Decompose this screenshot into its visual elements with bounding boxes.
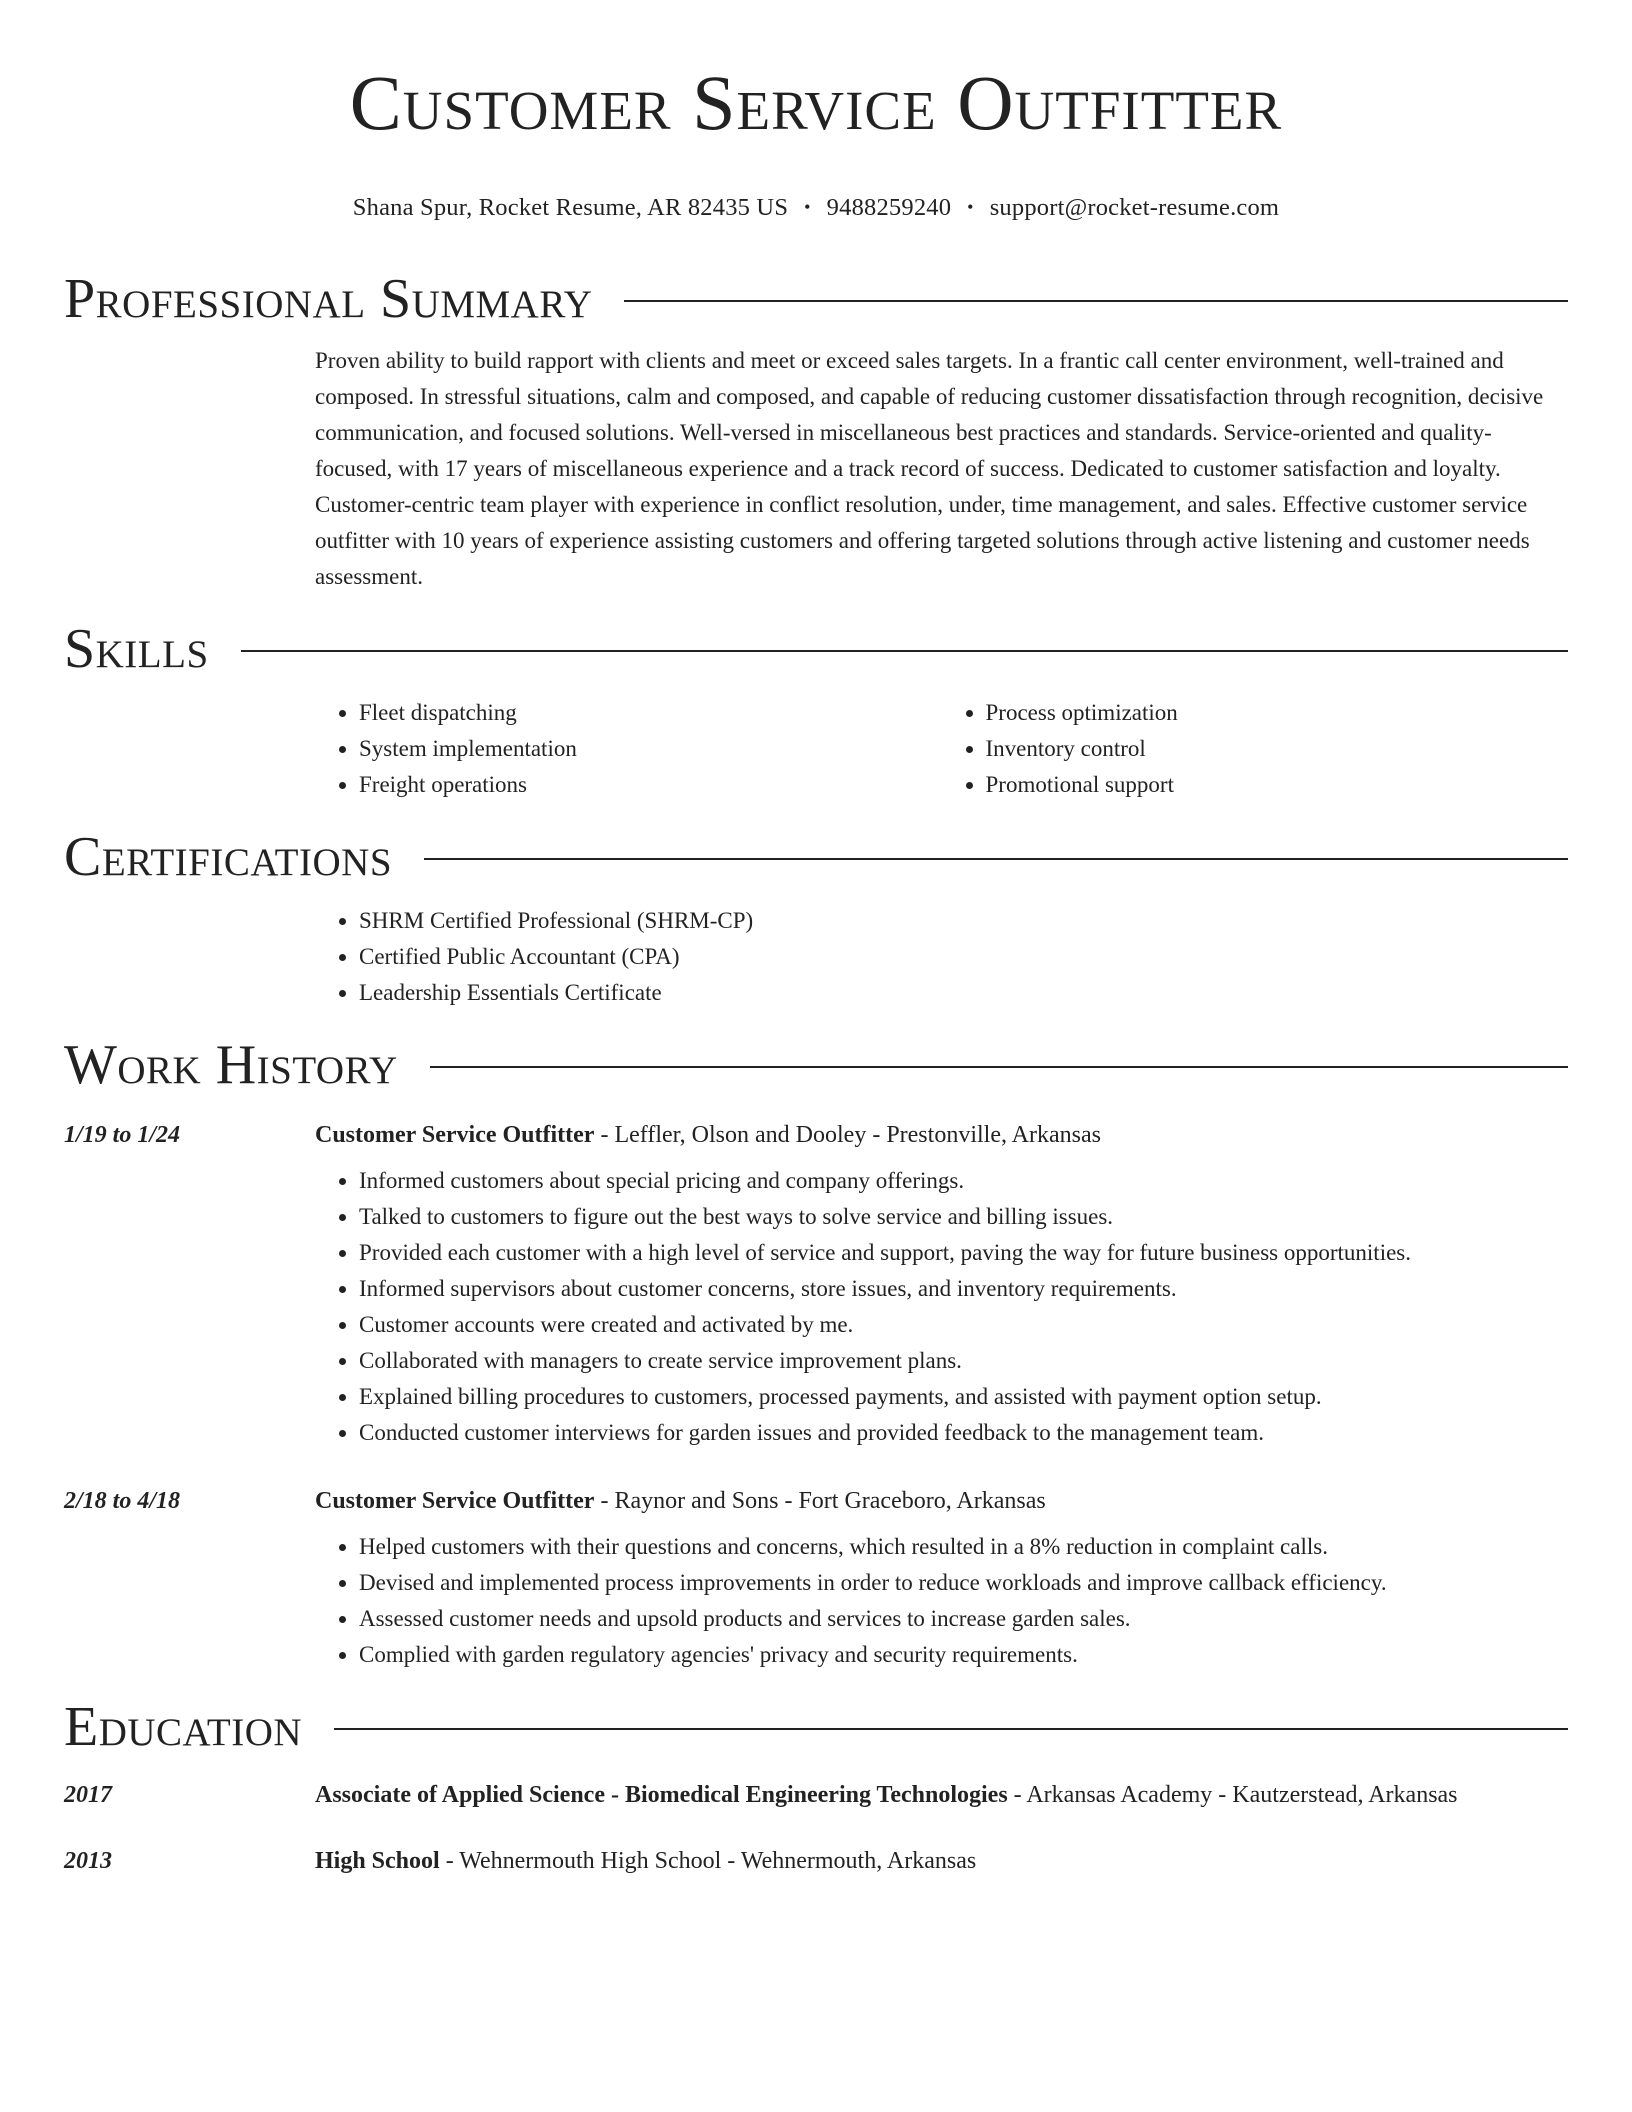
certifications-header bbox=[64, 821, 1568, 893]
section-title: Professional Summary bbox=[64, 268, 593, 330]
skills-column-right bbox=[942, 695, 1569, 803]
skill-item: • Freight operations bbox=[359, 767, 942, 803]
job-title: Customer Service Outfitter bbox=[315, 1122, 595, 1148]
skill-item: • Fleet dispatching bbox=[359, 695, 942, 731]
education-heading bbox=[315, 1841, 1568, 1881]
job-bullet: • Helped customers with their questions and concerns, which resulted in a 8% reduction in complaint calls. bbox=[359, 1529, 1568, 1565]
section-divider bbox=[334, 1728, 1568, 1730]
job-bullet: • Assessed customer needs and upsold products and services to increase garden sales. bbox=[359, 1601, 1568, 1637]
education-year: 2017 bbox=[64, 1782, 112, 1808]
job-bullet: • Talked to customers to figure out the best ways to solve service and billing issues. bbox=[359, 1199, 1568, 1235]
job-entry bbox=[64, 1115, 1568, 1451]
education-degree: High School bbox=[315, 1848, 440, 1874]
job-bullets bbox=[315, 1163, 1568, 1451]
skills-column-left bbox=[315, 695, 942, 803]
section-title: Skills bbox=[64, 618, 209, 680]
certifications-section bbox=[64, 821, 1568, 1011]
education-header bbox=[64, 1691, 1568, 1763]
job-entry bbox=[64, 1481, 1568, 1673]
section-divider bbox=[624, 300, 1568, 302]
education-degree: Associate of Applied Science - Biomedical Engineering Technologies bbox=[315, 1782, 1008, 1808]
skills-header bbox=[64, 613, 1568, 685]
job-bullet: • Collaborated with managers to create service improvement plans. bbox=[359, 1343, 1568, 1379]
skills-list bbox=[315, 695, 1568, 803]
education-entry bbox=[64, 1841, 1568, 1881]
contact-separator: • bbox=[967, 197, 974, 217]
job-bullet: • Provided each customer with a high level of service and support, paving the way for future business opportunities. bbox=[359, 1235, 1568, 1271]
summary-header bbox=[64, 263, 1568, 335]
contact-email: support@rocket-resume.com bbox=[989, 194, 1280, 221]
certification-item: • Leadership Essentials Certificate bbox=[359, 975, 1568, 1011]
work-history-section bbox=[64, 1029, 1568, 1673]
contact-separator: • bbox=[804, 197, 811, 217]
contact-address: Shana Spur, Rocket Resume, AR 82435 US bbox=[352, 194, 789, 221]
job-bullet: • Complied with garden regulatory agencies' privacy and security requirements. bbox=[359, 1637, 1568, 1673]
job-bullet: • Conducted customer interviews for garden issues and provided feedback to the management team. bbox=[359, 1415, 1568, 1451]
education-section bbox=[64, 1691, 1568, 1881]
section-divider bbox=[241, 650, 1568, 652]
education-heading bbox=[315, 1775, 1568, 1815]
job-bullet: • Explained billing procedures to customers, processed payments, and assisted with payment option setup. bbox=[359, 1379, 1568, 1415]
skills-section bbox=[64, 613, 1568, 803]
skill-item: • Process optimization bbox=[986, 695, 1569, 731]
education-year: 2013 bbox=[64, 1848, 112, 1874]
section-title: Work History bbox=[64, 1034, 398, 1096]
job-heading bbox=[315, 1481, 1568, 1521]
contact-line bbox=[64, 192, 1568, 223]
job-bullet: • Devised and implemented process improvements in order to reduce workloads and improve callback efficiency. bbox=[359, 1565, 1568, 1601]
work-history-header bbox=[64, 1029, 1568, 1101]
job-bullet: • Informed customers about special pricing and company offerings. bbox=[359, 1163, 1568, 1199]
certifications-list bbox=[315, 903, 1568, 1011]
job-dates: 2/18 to 4/18 bbox=[64, 1488, 181, 1514]
job-employer: - Raynor and Sons - Fort Graceboro, Arkansas bbox=[594, 1488, 1046, 1514]
section-title: Certifications bbox=[64, 826, 393, 888]
resume-title: Customer Service Outfitter bbox=[349, 59, 1283, 146]
job-employer: - Leffler, Olson and Dooley - Prestonville, Arkansas bbox=[594, 1122, 1101, 1148]
section-title: Education bbox=[64, 1696, 303, 1758]
skill-item: • Promotional support bbox=[986, 767, 1569, 803]
summary-section bbox=[64, 263, 1568, 595]
education-school: - Wehnermouth High School - Wehnermouth, Arkansas bbox=[439, 1848, 977, 1874]
summary-text: Proven ability to build rapport with clients and meet or exceed sales targets. In a frantic call center environment, well-trained and composed. In stressful situations, calm and composed, and capable of reducing customer dissatisfaction through recognition, decisive communication, and focused solutions. Well-versed in miscellaneous best practices and standards. Service-oriented and quality-focused, with 17 years of miscellaneous experience and a track record of success. Dedicated to customer satisfaction and loyalty. Customer-centric team player with experience in conflict resolution, under, time management, and sales. Effective customer service outfitter with 10 years of experience assisting customers and offering targeted solutions through active listening and customer needs assessment. bbox=[315, 348, 1544, 589]
contact-phone: 9488259240 bbox=[826, 194, 952, 221]
certification-item: • Certified Public Accountant (CPA) bbox=[359, 939, 1568, 975]
job-bullets bbox=[315, 1529, 1568, 1673]
skill-item: • Inventory control bbox=[986, 731, 1569, 767]
job-title: Customer Service Outfitter bbox=[315, 1488, 595, 1514]
job-dates: 1/19 to 1/24 bbox=[64, 1122, 181, 1148]
skill-item: • System implementation bbox=[359, 731, 942, 767]
certification-item: • SHRM Certified Professional (SHRM-CP) bbox=[359, 903, 1568, 939]
education-school: - Arkansas Academy - Kautzerstead, Arkansas bbox=[1007, 1782, 1458, 1808]
job-heading bbox=[315, 1115, 1568, 1155]
job-bullet: • Informed supervisors about customer concerns, store issues, and inventory requirements. bbox=[359, 1271, 1568, 1307]
section-divider bbox=[430, 1066, 1568, 1068]
education-entry bbox=[64, 1775, 1568, 1815]
job-bullet: • Customer accounts were created and activated by me. bbox=[359, 1307, 1568, 1343]
section-divider bbox=[424, 858, 1568, 860]
